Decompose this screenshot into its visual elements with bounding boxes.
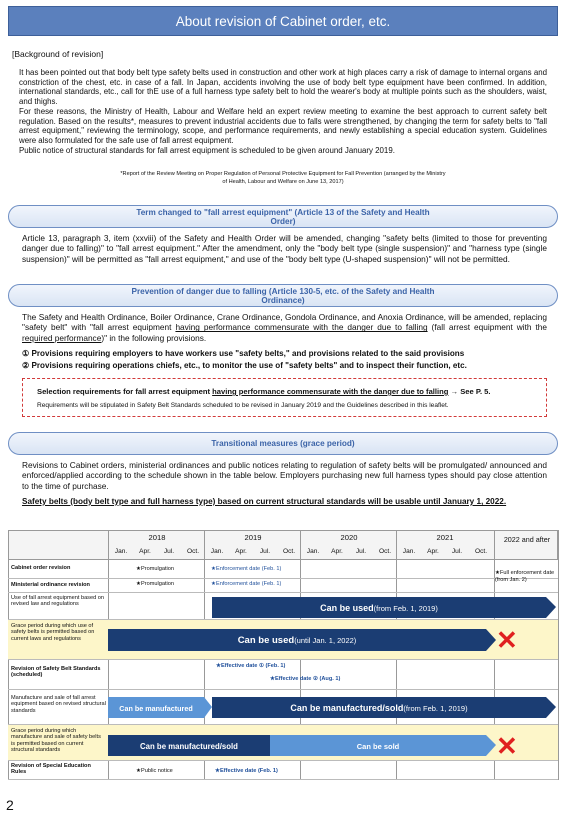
x-mark-icon: ✕: [496, 731, 518, 761]
month-label: Jul.: [355, 548, 367, 555]
event-full-enforcement: ★Full enforcement date (from Jan. 2): [495, 570, 555, 583]
bar-label-can-be-manufactured: Can be manufactured: [119, 703, 193, 713]
year-2022-after: 2022 and after: [503, 535, 551, 544]
month-label: Jan.: [114, 548, 128, 555]
background-heading: [Background of revision]: [12, 49, 104, 59]
selection-title: [37, 387, 532, 396]
event-effective-1: ★Effective date ① (Feb. 1): [216, 663, 286, 669]
year-2021: 2021: [436, 533, 454, 542]
transition-timeline-table: [8, 530, 558, 780]
bar-label-can-be-used-until: [108, 629, 486, 651]
page-number: 2: [6, 797, 14, 813]
usable-until-note: Safety belts (body belt type and full harness type) based on current structural standards will be usable until January 1, 2022.: [22, 497, 507, 506]
month-label: Jul.: [451, 548, 463, 555]
background-paragraph-2: For these reasons, the Ministry of Health, Labour and Welfare held an expert review meeting to examine the best approach to current safety belt regulation. Based on the results*, measures to prevent industrial accidents due to falls were strengthened, by changing the term for safety belts to "fall arrest equipment," reviewing the terminology, scope, and performance requirements, and newly establishing a special education system. Guidelines were also formulated for the safe use of fall arrest equipment.: [19, 106, 547, 145]
year-2020: 2020: [340, 533, 358, 542]
section-term-change-body: Article 13, paragraph 3, item (xxviii) of the Safety and Health Order will be amended, changing "safety belts (limited to those for preventing danger due to falling)" to "fall arrest equipment." After the amendment, only the "body belt type (single suspension)" and "harness type (single suspension)" will be permitted as "fall arrest equipment," and use of the "body belt type (U-shaped suspension)" will not be permitted.: [22, 233, 547, 264]
event-effective-2: ★Effective date ② (Aug. 1): [270, 676, 341, 682]
body-text: The Safety and Health Ordinance, Boiler Ordinance, Crane Ordinance, Gondola Ordinance, and Anoxia Ordinance, will be amended, replacing "safety belt" with "fall arrest equipment: [22, 312, 547, 333]
selection-title-text: Selection requirements for fall arrest equipment: [37, 387, 213, 396]
background-paragraph-3: Public notice of structural standards for fall arrest equipment is scheduled to be given around January 2019.: [19, 145, 395, 155]
section-term-change-header: Term changed to "fall arrest equipment" (Article 13 of the Safety and Health Order): [8, 205, 558, 228]
provision-item-2: ② Provisions requiring operations chiefs, etc., to monitor the use of "safety belts" and to inspect their function, etc.: [22, 361, 467, 370]
row-label: Revision of Safety Belt Standards (scheduled): [11, 666, 101, 679]
section-transitional-body: Revisions to Cabinet orders, ministerial ordinances and public notices relating to regulation of safety belts will be promulgated/ announced and enforced/applied according to the schedule shown in the table below. Employers purchasing new full harness types should pay close attention to the time of purchase.: [22, 460, 547, 491]
bar-label-can-be-manufactured-sold-from: [212, 697, 546, 719]
footnote: *Report of the Review Meeting on Proper Regulation of Personal Protective Equipment for Fall Prevention (arranged by the Ministry of Health, Labour and Welfare on June 13, 2017): [120, 171, 446, 185]
event-enforcement-cabinet: ★Enforcement date (Feb. 1): [211, 566, 282, 572]
provision-item-1: ① Provisions requiring employers to have workers use "safety belts," and provisions related to the said provisions: [22, 349, 465, 358]
section-prevention-body: [22, 312, 547, 343]
body-text: )" in the following provisions.: [101, 332, 207, 343]
underlined-text: required performance: [22, 332, 102, 343]
month-label: Apr.: [235, 548, 247, 555]
bar-label-can-be-manufactured-sold-until: Can be manufactured/sold: [140, 741, 238, 751]
selection-title-underlined: having performance commensurate with the danger due to falling: [212, 387, 449, 396]
month-label: Apr.: [331, 548, 343, 555]
year-2019: 2019: [244, 533, 262, 542]
grid-line: [558, 530, 559, 780]
background-body: [19, 68, 547, 155]
bar-label-bold: Can be used: [237, 634, 295, 646]
x-mark-icon: ✕: [496, 625, 518, 655]
bar-label-rest: (from Feb. 1, 2019): [403, 703, 468, 713]
month-label: Apr.: [427, 548, 439, 555]
month-label: Jul.: [163, 548, 175, 555]
background-paragraph-1: It has been pointed out that body belt type safety belts used in construction and other work at high places carry a risk of damage to internal organs and constriction of the chest, etc. in case of a fall. In Japan, accidents involving the use of body belt type equipment have been confirmed. In addition, international standards, etc., call for thE use of a full harness type safety belt to hold the wearer's body at multiple points such as the shoulders, waist, and thighs.: [19, 68, 547, 107]
month-label: Jan.: [402, 548, 416, 555]
event-promulgation-ministerial: ★Promulgation: [136, 581, 174, 587]
month-label: Jul.: [259, 548, 271, 555]
page-title: About revision of Cabinet order, etc.: [8, 6, 558, 36]
month-label: Oct.: [186, 548, 200, 555]
row-label: Manufacture and sale of fall arrest equipment based on revised structural standards: [11, 695, 106, 714]
row-label: Cabinet order revision: [11, 565, 71, 571]
row-label: Grace period during which manufacture and sale of safety belts is permitted based on current structural standards: [11, 728, 101, 754]
bar-label-rest: (from Feb. 1, 2019): [373, 603, 438, 613]
bar-label-can-be-used-from: [212, 597, 546, 619]
selection-page-link[interactable]: → See P. 5.: [448, 387, 491, 396]
bar-label-can-be-sold: Can be sold: [356, 741, 400, 751]
year-2018: 2018: [148, 533, 166, 542]
row-label: Ministerial ordinance revision: [11, 582, 90, 588]
bar-label-bold: Can be manufactured/sold: [290, 703, 404, 713]
section-transitional-header: Transitional measures (grace period): [8, 432, 558, 455]
event-public-notice: ★Public notice: [136, 768, 173, 774]
body-text: (fall arrest equipment with the: [427, 322, 548, 333]
row-label: Revision of Special Education Rules: [11, 763, 91, 776]
month-label: Jan.: [210, 548, 224, 555]
section-prevention-header: Prevention of danger due to falling (Article 130-5, etc. of the Safety and Health Ordinance): [8, 284, 558, 307]
row-label: Use of fall arrest equipment based on revised law and regulations: [11, 595, 104, 608]
event-enforcement-ministerial: ★Enforcement date (Feb. 1): [211, 581, 282, 587]
bar-label-bold: Can be used: [320, 603, 374, 613]
event-promulgation-cabinet: ★Promulgation: [136, 566, 174, 572]
month-label: Oct.: [282, 548, 296, 555]
month-label: Apr.: [139, 548, 151, 555]
month-label: Oct.: [378, 548, 392, 555]
event-effective-education: ★Effective date (Feb. 1): [215, 768, 278, 774]
month-label: Oct.: [474, 548, 488, 555]
underlined-text: having performance commensurate with the danger due to falling: [175, 322, 428, 333]
selection-requirements-box: [22, 378, 547, 417]
row-label: Grace period during which use of safety belts is permitted based on current laws and regulations: [11, 623, 95, 642]
selection-subtext: Requirements will be stipulated in Safety Belt Standards scheduled to be revised in January 2019 and the Guidelines described in this leaflet.: [37, 402, 449, 409]
bar-label-rest: (until Jan. 1, 2022): [294, 635, 357, 645]
month-label: Jan.: [306, 548, 320, 555]
